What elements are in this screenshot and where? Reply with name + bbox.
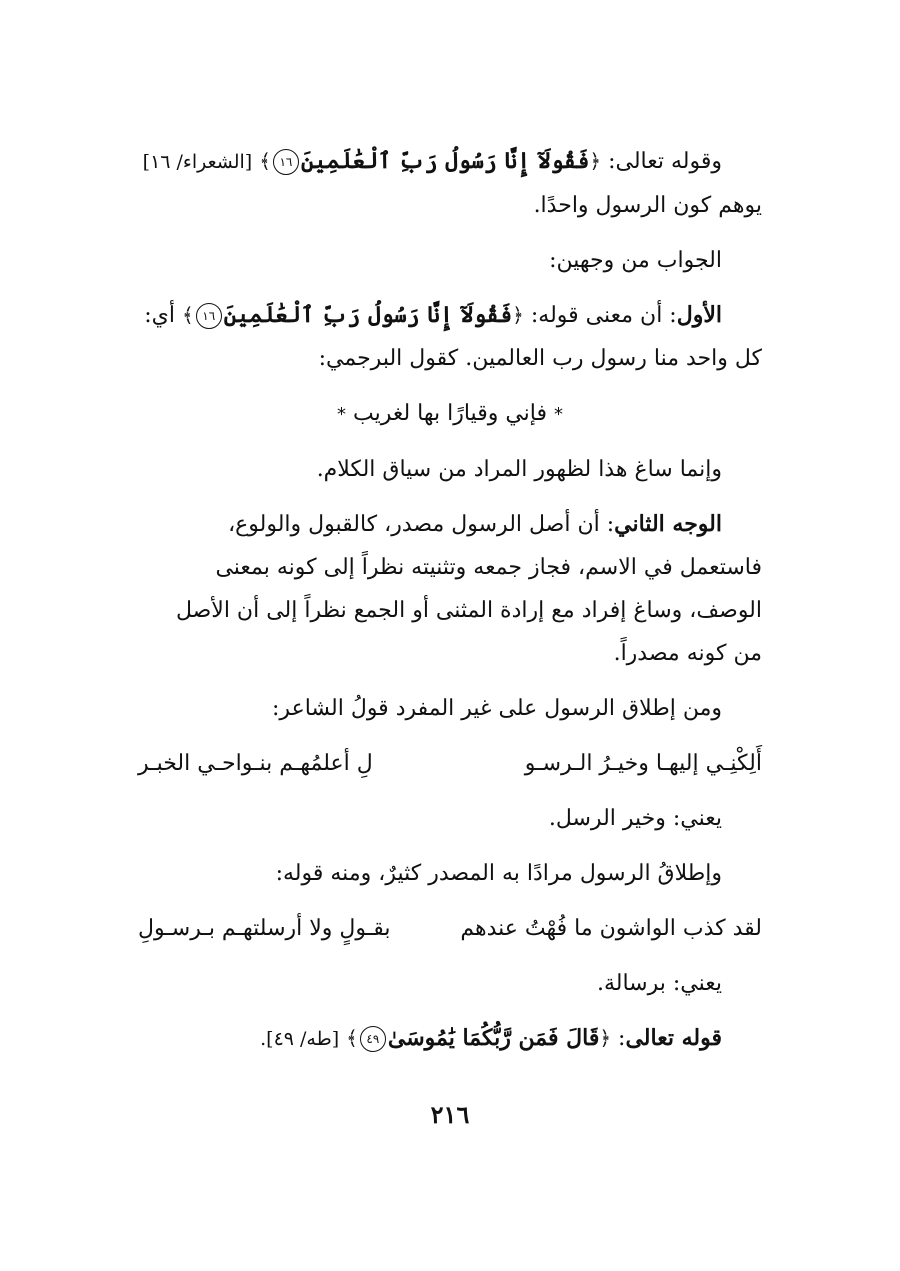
verse-washun bbox=[138, 907, 762, 950]
paragraph-meaning-1: يعني: وخير الرسل. bbox=[548, 806, 722, 831]
quran-text: فَقُولَآ إِنَّا رَسُولُ رَبِّ ٱلْعَٰلَمِينَ bbox=[300, 148, 590, 174]
ayah-number-marker: ٤٩ bbox=[360, 1026, 386, 1052]
line-text: : أن أصل الرسول مصدر، كالقبول والولوع، bbox=[228, 512, 615, 537]
paragraph-meaning-2: يعني: برسالة. bbox=[596, 971, 722, 996]
verse-star-left: * bbox=[336, 404, 346, 425]
paragraph-second-answer bbox=[138, 503, 762, 675]
surah-reference: [طه/ ٤٩]. bbox=[260, 1028, 340, 1050]
ayah-number-marker: ١٦ bbox=[196, 303, 222, 329]
section-label: قوله تعالى bbox=[625, 1025, 722, 1051]
lead-text: : أن معنى قوله: bbox=[523, 303, 677, 328]
verse-poet bbox=[138, 742, 762, 785]
verse-barjami bbox=[138, 392, 762, 436]
verse-first-hemistich: لقد كذب الواشون ما فُهْتُ عندهم bbox=[460, 916, 762, 941]
quran-open-brace: ﴿ bbox=[512, 303, 524, 327]
line-text: فاستعمل في الاسم، فجاز جمعه وتثنيته نظراً إلى كونه بمعنى bbox=[215, 555, 762, 580]
verse-second-hemistich: بقـولٍ ولا أرسلتهـم بـرسـولِ bbox=[138, 916, 391, 941]
paragraph-poet-intro: ومن إطلاق الرسول على غير المفرد قولُ الشاعر: bbox=[272, 696, 722, 721]
line bbox=[138, 294, 722, 337]
quran-text: قَالَ فَمَن رَّبُّكُمَا يَٰمُوسَىٰ bbox=[387, 1025, 600, 1051]
surah-reference: [الشعراء/ ١٦] bbox=[142, 151, 253, 173]
ayah-number-marker: ١٦ bbox=[273, 149, 299, 175]
verse-text: فإني وقيارًا بها لغريب bbox=[352, 401, 548, 426]
continuation-text: كل واحد منا رسول رب العالمين. كقول البرجمي: bbox=[318, 346, 762, 371]
page-body bbox=[138, 140, 762, 1073]
quran-close-brace: ﴾ bbox=[259, 149, 271, 173]
paragraph-ash-shuara-verse bbox=[138, 140, 762, 227]
quran-close-brace: ﴾ bbox=[346, 1026, 358, 1050]
verse-first-hemistich: أَلِكْنِـي إليهـا وخيـرُ الـرسـو bbox=[524, 751, 762, 776]
paragraph-masdar: وإطلاقُ الرسول مرادًا به المصدر كثيرٌ، ومنه قوله: bbox=[275, 861, 722, 886]
quran-open-brace: ﴿ bbox=[599, 1026, 612, 1050]
section-label: الوجه الثاني bbox=[614, 511, 722, 537]
paragraph-first-answer bbox=[138, 294, 762, 380]
section-label: الأول bbox=[676, 302, 722, 328]
line-text: من كونه مصدراً. bbox=[613, 641, 762, 666]
tail-text: أي: bbox=[144, 303, 182, 328]
line bbox=[138, 140, 722, 184]
quran-open-brace: ﴿ bbox=[589, 149, 602, 173]
paragraph-taha-verse bbox=[138, 1017, 762, 1061]
quran-text: فَقُولَآ إِنَّا رَسُولُ رَبِّ ٱلْعَٰلَمِينَ bbox=[223, 302, 513, 328]
verse-star-right: * bbox=[554, 404, 564, 425]
lead-text: وقوله تعالى: bbox=[601, 149, 722, 174]
lead-text: : bbox=[611, 1026, 626, 1051]
line-text: الوصف، وساغ إفراد مع إرادة المثنى أو الجمع نظراً إلى أن الأصل bbox=[175, 598, 762, 623]
answer-intro: الجواب من وجهين: bbox=[549, 248, 722, 273]
paragraph-context: وإنما ساغ هذا لظهور المراد من سياق الكلام. bbox=[316, 457, 722, 482]
verse-second-hemistich: لِ أعلمُهـم بنـواحـي الخبـر bbox=[138, 751, 373, 776]
continuation-text: يوهم كون الرسول واحدًا. bbox=[533, 193, 762, 218]
line bbox=[138, 503, 762, 546]
page-number: ٢١٦ bbox=[430, 1100, 470, 1129]
quran-close-brace: ﴾ bbox=[182, 303, 194, 327]
